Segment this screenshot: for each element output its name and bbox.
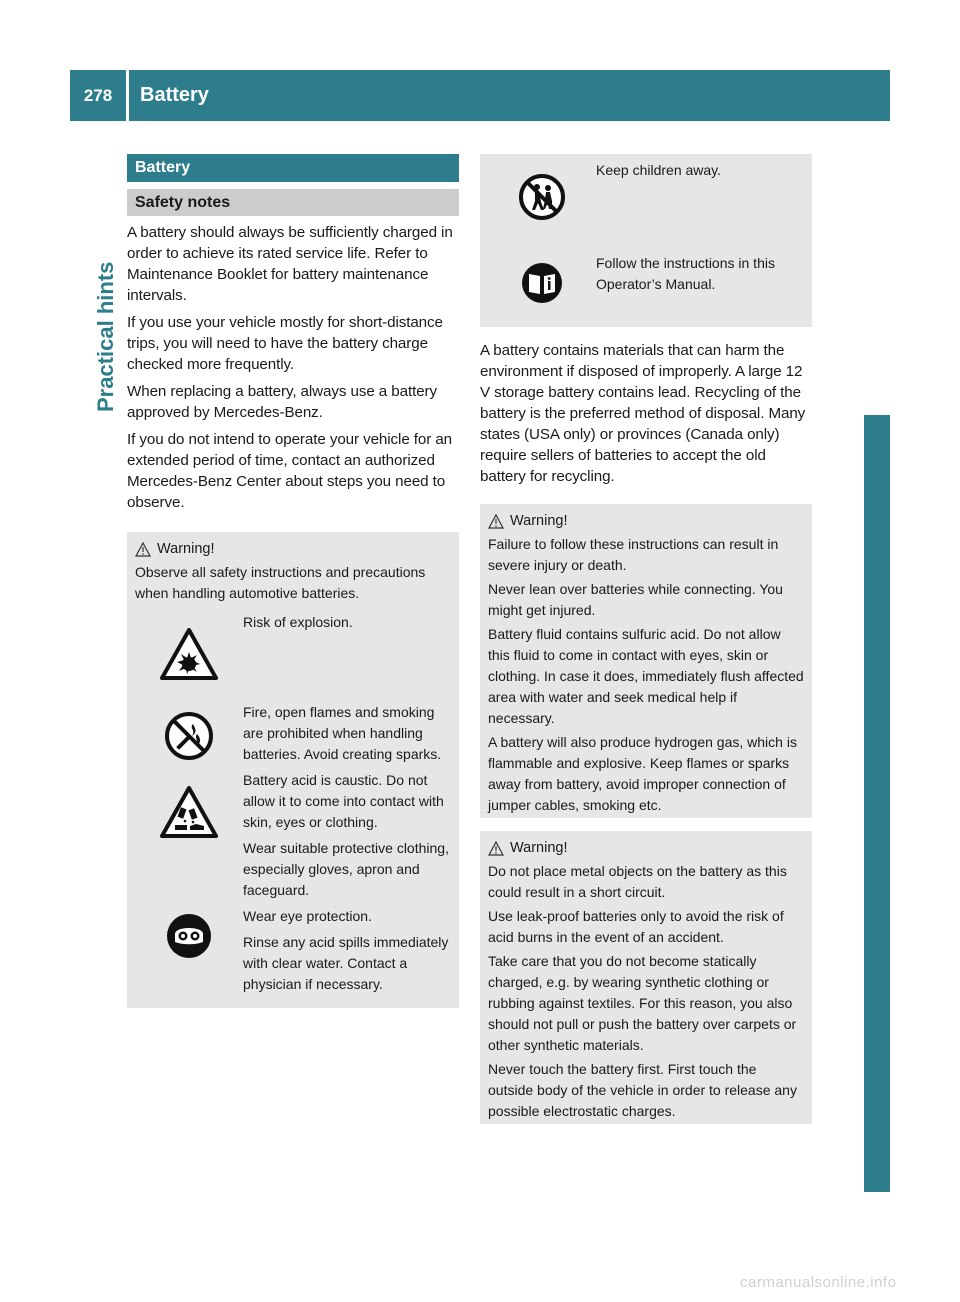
side-tab: [864, 128, 890, 1192]
page-title: Battery: [140, 84, 209, 106]
safety-symbol-row: [135, 770, 451, 906]
symbol-text: Follow the instructions in this Operator’s Manual.: [596, 255, 775, 292]
warning-title: Warning!: [488, 512, 804, 531]
right-column: [480, 154, 812, 1124]
subsection-heading: Safety notes: [127, 189, 459, 216]
symbol-text: Risk of explosion.: [243, 614, 353, 630]
explosion-warning-icon: [160, 628, 218, 680]
safety-symbol-row: [135, 612, 451, 680]
side-tab-label: Practical hints: [93, 261, 118, 412]
symbols-box: [480, 154, 812, 327]
warning-box: [480, 831, 812, 1124]
warning-text: A battery will also produce hydrogen gas, which is flammable and explosive. Keep flames or sparks away from battery, avoid improper connection of jumper cables, smoking etc.: [488, 734, 797, 813]
warning-text: Battery fluid contains sulfuric acid. Do not allow this fluid to come in contact with eyes, skin or clothing. In case it does, immediately flush affected area with water and seek medical help if necessary.: [488, 626, 804, 726]
warning-triangle-icon: [135, 542, 151, 557]
paragraph: If you do not intend to operate your vehicle for an extended period of time, contact an authorized Mercedes-Benz Center about steps you need to observe.: [127, 431, 453, 511]
symbol-text: Keep children away.: [596, 162, 722, 178]
warning-text: Do not place metal objects on the battery as this could result in a short circuit.: [488, 863, 787, 900]
warning-title: Warning!: [135, 540, 451, 559]
warning-text: Failure to follow these instructions can result in severe injury or death.: [488, 536, 779, 573]
safety-symbol-row: [488, 253, 804, 305]
symbol-text: Wear suitable protective clothing, especially gloves, apron and faceguard.: [243, 840, 449, 898]
watermark: carmanualsonline.info: [740, 1274, 897, 1291]
eye-protection-icon: [165, 912, 213, 960]
caustic-acid-icon: [160, 786, 218, 838]
keep-children-away-icon: [517, 172, 567, 222]
warning-title: Warning!: [488, 839, 804, 858]
paragraph: A battery contains materials that can harm the environment if disposed of improperly. A large 12 V storage battery contains lead. Recycling of the battery is the preferred method of disposal. Many states (USA only) or provinces (Canada only) require sellers of batteries to accept the old battery for recycling.: [480, 342, 806, 485]
warning-box: [127, 532, 459, 1008]
warning-triangle-icon: [488, 841, 504, 856]
warning-text: Use leak-proof batteries only to avoid the risk of acid burns in the event of an accident.: [488, 908, 784, 945]
symbol-text: Fire, open flames and smoking are prohibited when handling batteries. Avoid creating sparks.: [243, 704, 442, 762]
page-number: 278: [83, 85, 113, 105]
paragraph: If you use your vehicle mostly for short-distance trips, you will need to have the battery charge checked more frequently.: [127, 314, 443, 373]
left-column: [127, 154, 459, 1008]
paragraph: A battery should always be sufficiently charged in order to achieve its rated service life. Refer to Maintenance Booklet for battery maintenance intervals.: [127, 224, 453, 304]
warning-triangle-icon: [488, 514, 504, 529]
symbol-text: Battery acid is caustic. Do not allow it to come into contact with skin, eyes or clothing.: [243, 772, 444, 830]
operators-manual-icon: [520, 261, 564, 305]
section-heading: Battery: [127, 154, 459, 182]
safety-symbol-row: [135, 702, 451, 770]
warning-intro: Observe all safety instructions and precautions when handling automotive batteries.: [135, 564, 426, 601]
safety-symbol-row: [135, 906, 451, 1000]
warning-text: Take care that you do not become statically charged, e.g. by wearing synthetic clothing or rubbing against textiles. For this reason, you also should not pull or push the battery over carpets or other synthetic materials.: [488, 953, 797, 1053]
warning-text: Never lean over batteries while connecting. You might get injured.: [488, 581, 783, 618]
symbol-text: Wear eye protection.: [243, 908, 372, 924]
warning-text: Never touch the battery first. First touch the outside body of the vehicle in order to release any possible electrostatic charges.: [488, 1061, 797, 1119]
warning-box: [480, 504, 812, 818]
safety-symbol-row: [488, 160, 804, 222]
side-tab-gap: [864, 128, 890, 415]
symbol-text: Rinse any acid spills immediately with clear water. Contact a physician if necessary.: [243, 934, 449, 992]
paragraph: When replacing a battery, always use a battery approved by Mercedes-Benz.: [127, 383, 437, 421]
header-divider: [126, 70, 129, 121]
no-fire-smoking-icon: [163, 710, 215, 762]
